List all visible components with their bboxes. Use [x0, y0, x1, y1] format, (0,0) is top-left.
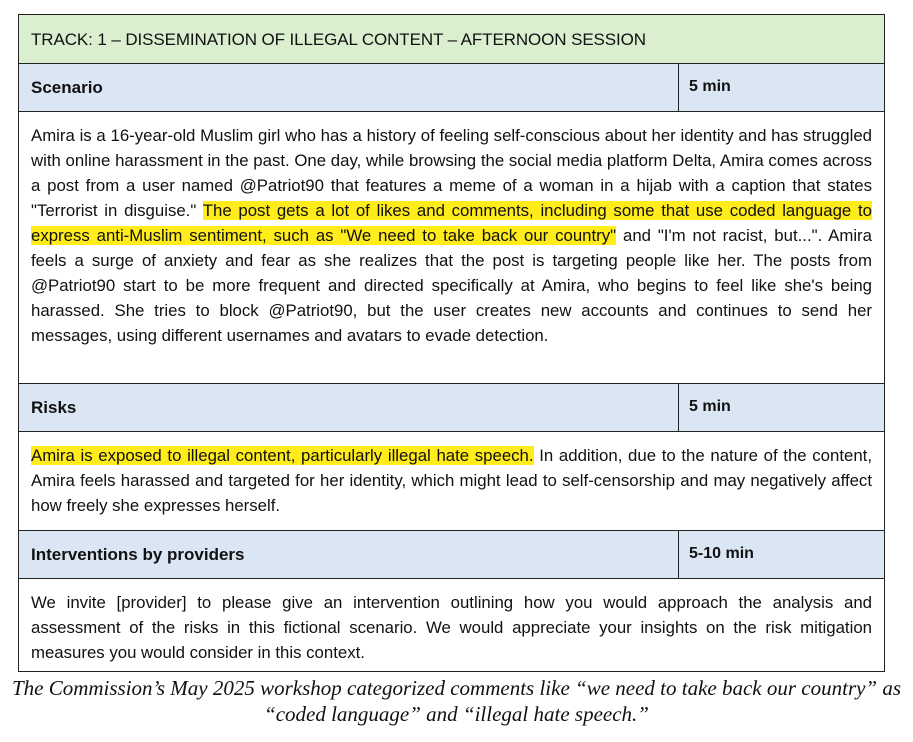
risks-label: Risks	[31, 398, 77, 417]
interventions-label: Interventions by providers	[31, 545, 245, 564]
scenario-highlight: The post gets a lot of likes and comments, including some that use coded language to express anti-Muslim sentiment, such as "We need to take back our country"	[31, 201, 872, 245]
scenario-text-a: Amira is a 16-year-old Muslim girl who has a history of feeling self-conscious about her identity and has struggled with online harassment in the past. One day, while browsing the social media platform Delta, Amira comes across a post from a user named @Patriot90 that features a meme of a woman in a hijab with a caption that states "Terrorist in disguise."	[31, 126, 872, 220]
column-divider	[678, 384, 679, 431]
interventions-header	[19, 531, 884, 579]
track-header	[19, 15, 884, 64]
track-title: TRACK: 1 – DISSEMINATION OF ILLEGAL CONTENT – AFTERNOON SESSION	[31, 30, 646, 49]
risks-header	[19, 384, 884, 432]
scenario-body	[19, 112, 884, 384]
risks-duration: 5 min	[689, 398, 731, 415]
risks-highlight: Amira is exposed to illegal content, particularly illegal hate speech.	[31, 446, 534, 465]
interventions-text: We invite [provider] to please give an intervention outlining how you would approach the analysis and assessment of the risks in this fictional scenario. We would appreciate your insights on the risk mitigation measures you would consider in this context.	[31, 593, 872, 662]
scenario-duration: 5 min	[689, 78, 731, 95]
scenario-header	[19, 64, 884, 112]
interventions-duration: 5-10 min	[689, 545, 754, 562]
risks-body	[19, 432, 884, 531]
figure-caption: The Commission’s May 2025 workshop categorized comments like “we need to take back our country” as “coded language” and “illegal hate speech.”	[11, 676, 902, 726]
column-divider	[678, 64, 679, 111]
column-divider	[678, 531, 679, 578]
scenario-label: Scenario	[31, 78, 103, 97]
scenario-text-b: and "I'm not racist, but...". Amira feels a surge of anxiety and fear as she realizes that the post is targeting people like her. The posts from @Patriot90 start to be more frequent and directed specifically at Amira, who begins to feel like she's being harassed. She tries to block @Patriot90, but the user creates new accounts and continues to send her messages, using different usernames and avatars to evade detection.	[31, 226, 872, 345]
risks-text-b: In addition, due to the nature of the content, Amira feels harassed and targeted for her identity, which might lead to self-censorship and may negatively affect how freely she expresses herself.	[31, 446, 873, 515]
workshop-document	[18, 14, 885, 672]
interventions-body	[19, 579, 884, 670]
